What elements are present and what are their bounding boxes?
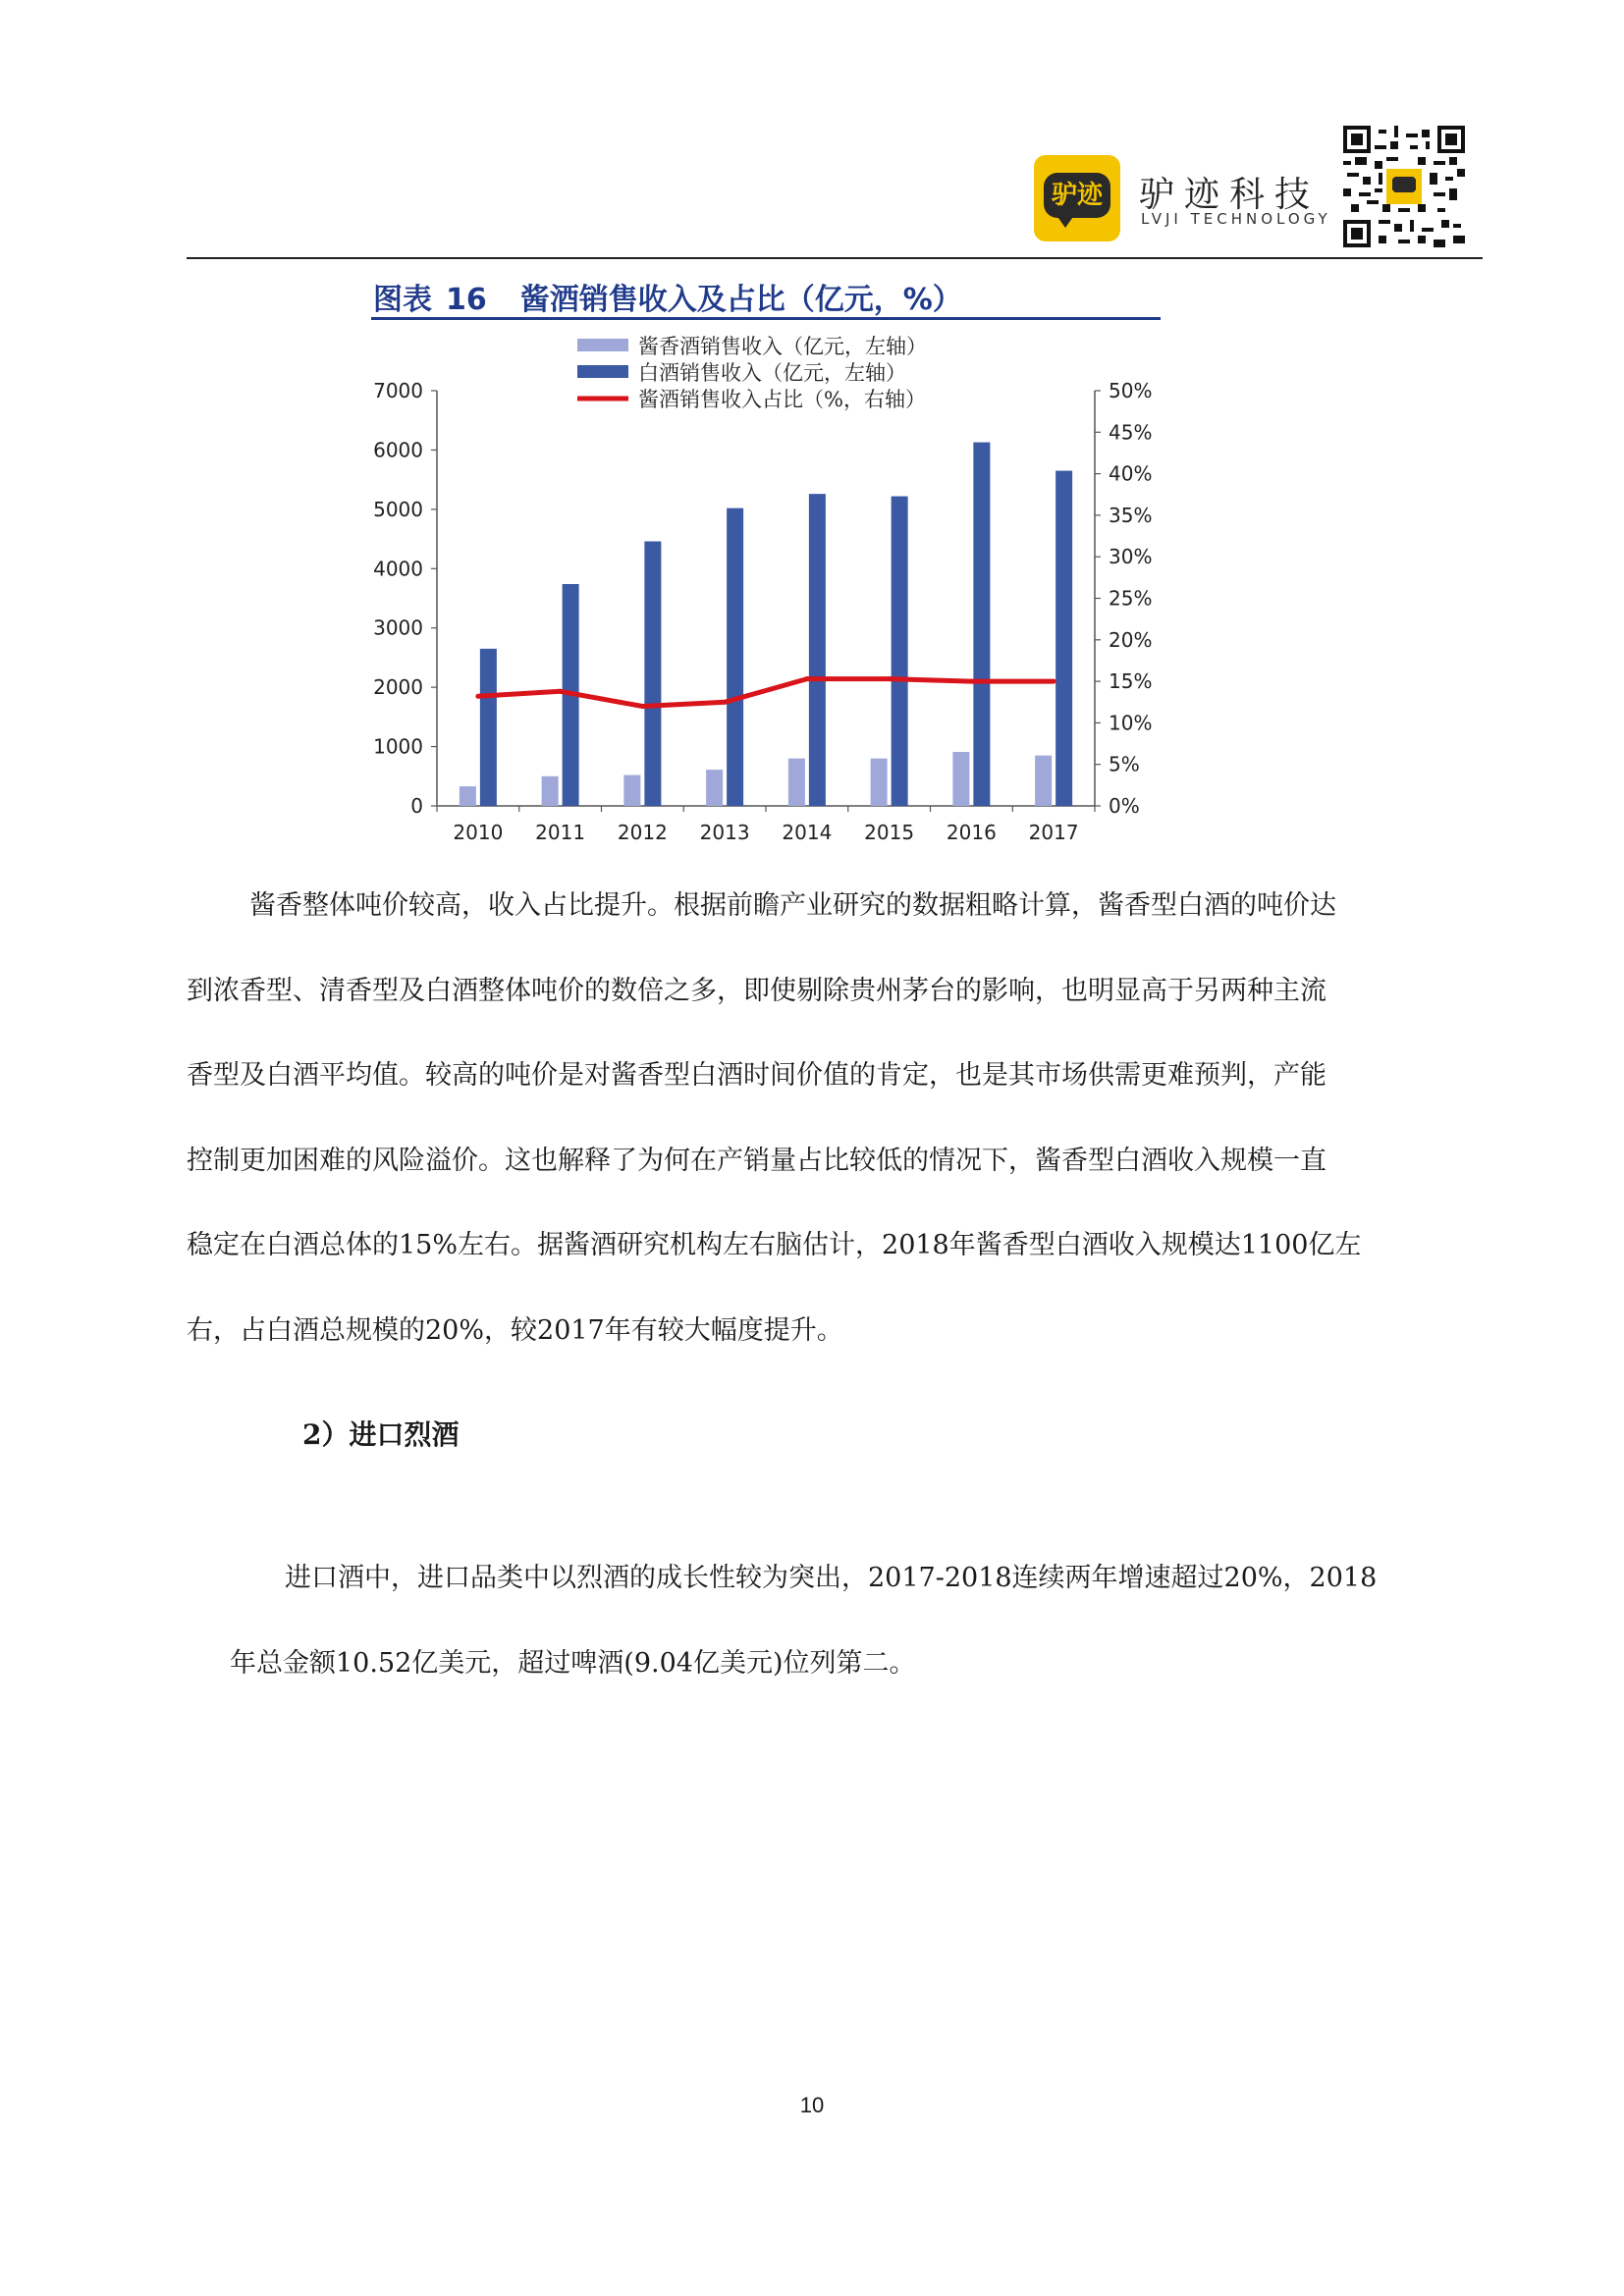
x-tick-label: 2016 [946, 821, 997, 844]
bar-sauce-revenue [460, 786, 476, 806]
bar-sauce-revenue [706, 770, 723, 806]
bar-sauce-revenue [1035, 756, 1052, 806]
paragraph-sauce-liquor [187, 864, 1479, 1373]
brand-name-cn: 驴迹科技 [1139, 175, 1321, 215]
y-left-tick-label: 3000 [373, 615, 423, 640]
brand-logo [1034, 155, 1120, 241]
line-point [887, 676, 892, 681]
y-right-tick-label: 45% [1109, 420, 1153, 445]
y-left-tick-label: 5000 [373, 497, 423, 521]
legend-swatch [577, 339, 628, 351]
paragraph-line: 年总金额10.52亿美元，超过啤酒(9.04亿美元)位列第二。 [230, 1647, 916, 1679]
y-left-tick-label: 4000 [373, 557, 423, 581]
brand-name-en: LVJI TECHNOLOGY [1141, 210, 1331, 228]
y-left-tick-label: 7000 [373, 379, 423, 402]
bar-baijiu-revenue [892, 497, 908, 806]
x-tick-label: 2013 [699, 821, 750, 844]
bar-sauce-revenue [623, 775, 640, 806]
revenue-chart [363, 324, 1178, 844]
y-left-tick-label: 6000 [373, 438, 423, 462]
bar-sauce-revenue [788, 759, 805, 806]
line-point [969, 679, 974, 684]
line-point [723, 700, 728, 705]
bar-baijiu-revenue [973, 443, 990, 806]
paragraph-line: 酱香整体吨价较高，收入占比提升。根据前瞻产业研究的数据粗略计算，酱香型白酒的吨价达 [249, 890, 1336, 921]
y-right-tick-label: 40% [1109, 461, 1153, 486]
y-right-tick-label: 5% [1109, 752, 1140, 776]
x-tick-label: 2017 [1028, 821, 1079, 844]
legend-label: 酱香酒销售收入（亿元，左轴） [638, 335, 927, 358]
legend-label: 白酒销售收入（亿元，左轴） [638, 361, 906, 385]
legend-label: 酱酒销售收入占比（%，右轴） [638, 388, 926, 411]
bar-sauce-revenue [542, 776, 559, 806]
paragraph-line: 到浓香型、清香型及白酒整体吨价的数倍之多，即使剔除贵州茅台的影响，也明显高于另两种主流 [187, 975, 1326, 1006]
y-left-tick-label: 0 [410, 794, 423, 818]
y-right-tick-label: 0% [1109, 794, 1140, 818]
bar-baijiu-revenue [1056, 471, 1072, 806]
y-right-tick-label: 15% [1109, 669, 1153, 694]
x-tick-label: 2012 [617, 821, 668, 844]
x-tick-label: 2011 [535, 821, 586, 844]
y-right-tick-label: 10% [1109, 711, 1153, 735]
y-right-tick-label: 25% [1109, 586, 1153, 611]
figure-label: 图表 [373, 283, 432, 317]
bar-baijiu-revenue [480, 649, 497, 806]
line-point [1052, 679, 1056, 684]
figure-title [373, 275, 962, 318]
figure-title-text: 酱酒销售收入及占比（亿元，%） [519, 283, 962, 317]
legend-swatch [577, 365, 628, 378]
paragraph-line: 控制更加困难的风险溢价。这也解释了为何在产销量占比较低的情况下，酱香型白酒收入规模一直 [187, 1145, 1326, 1176]
qr-code-icon [1343, 126, 1465, 247]
paragraph-imported-spirits [187, 1536, 1479, 1706]
line-point [558, 689, 563, 694]
figure-title-rule [371, 317, 1161, 320]
y-right-tick-label: 20% [1109, 627, 1153, 652]
line-point [640, 704, 645, 709]
paragraph-line: 右，占白酒总规模的20%，较2017年有较大幅度提升。 [187, 1314, 843, 1346]
x-tick-label: 2014 [782, 821, 833, 844]
y-right-tick-label: 50% [1109, 379, 1153, 402]
y-right-tick-label: 30% [1109, 545, 1153, 569]
x-tick-label: 2010 [453, 821, 504, 844]
paragraph-line: 香型及白酒平均值。较高的吨价是对酱香型白酒时间价值的肯定，也是其市场供需更难预判，产能 [187, 1060, 1326, 1091]
line-point [475, 694, 480, 699]
header-divider [187, 257, 1483, 259]
logo-text: 驴迹 [1044, 173, 1110, 218]
line-point [804, 676, 809, 681]
bar-baijiu-revenue [727, 508, 743, 806]
bar-baijiu-revenue [809, 494, 826, 806]
figure-number: 16 [446, 283, 487, 317]
paragraph-line: 进口酒中，进口品类中以烈酒的成长性较为突出，2017-2018连续两年增速超过20%，2018 [285, 1563, 1378, 1593]
y-right-tick-label: 35% [1109, 503, 1153, 527]
bar-sauce-revenue [871, 759, 888, 806]
logo-bubble-tail [1056, 214, 1075, 228]
bar-baijiu-revenue [644, 541, 661, 806]
y-left-tick-label: 1000 [373, 734, 423, 759]
bar-sauce-revenue [952, 752, 969, 806]
page-number: 10 [799, 2093, 825, 2117]
x-tick-label: 2015 [864, 821, 915, 844]
section-heading: 2）进口烈酒 [302, 1418, 460, 1451]
paragraph-line: 稳定在白酒总体的15%左右。据酱酒研究机构左右脑估计，2018年酱香型白酒收入规模达1100亿左 [187, 1230, 1362, 1260]
y-left-tick-label: 2000 [373, 675, 423, 700]
